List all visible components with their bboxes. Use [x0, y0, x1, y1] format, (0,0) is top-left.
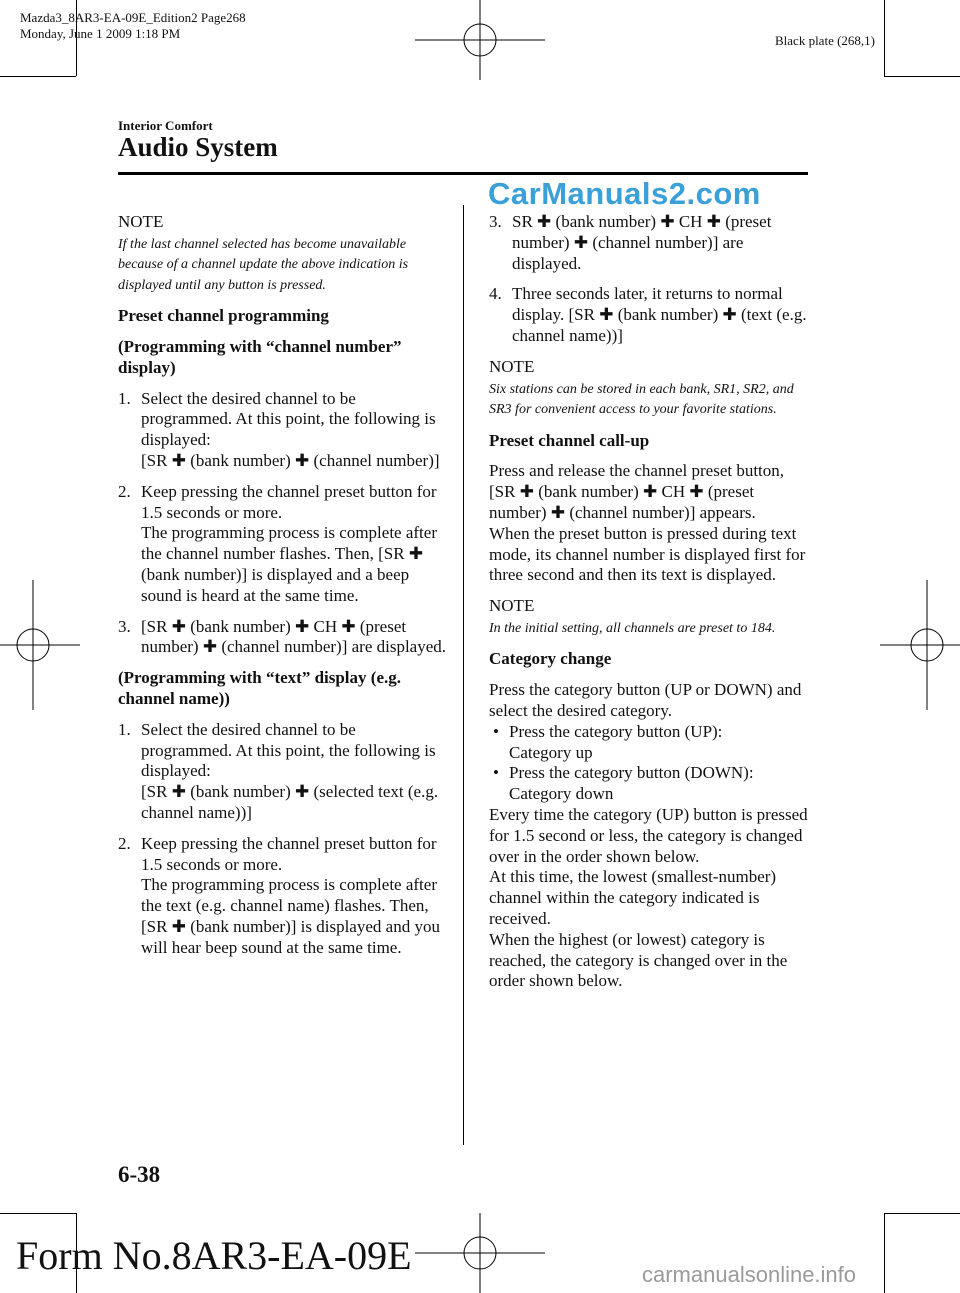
crop-mark	[884, 0, 885, 76]
bullet-item	[489, 722, 809, 764]
list-number: 1.	[118, 719, 131, 739]
list-item	[118, 389, 448, 472]
plate-label: Black plate (268,1)	[775, 33, 875, 48]
registration-mark-icon	[415, 1213, 545, 1293]
list-text: SR ✚ (bank number) ✚ CH ✚ (preset number) ✚ (channel number)] are displayed.	[512, 212, 772, 273]
list-text: Three seconds later, it returns to normal display. [SR ✚ (bank number) ✚ (text (e.g. channel name))]	[512, 284, 807, 345]
sub-heading: (Programming with “channel number” display)	[118, 337, 402, 377]
list-number: 2.	[118, 833, 131, 853]
note-heading: NOTE	[489, 356, 535, 376]
crop-mark	[884, 76, 960, 77]
list-text: [SR ✚ (bank number) ✚ CH ✚ (preset number) ✚ (channel number)] are displayed.	[141, 616, 447, 657]
list-text: Keep pressing the channel preset button for 1.5 seconds or more. The programming process is complete after the text (e.g. channel name) flashes. Then, [SR ✚ (bank number)] is displayed and you will hear beep sound at the same time.	[141, 833, 440, 957]
column-divider	[463, 205, 464, 1145]
title-rule	[118, 172, 808, 175]
bullet-text: Press the category button (DOWN): Category down	[509, 763, 754, 804]
note-text: Six stations can be stored in each bank, SR1, SR2, and SR3 for convenient access to your favorite stations.	[489, 381, 794, 418]
page-number: 6-38	[118, 1162, 161, 1187]
body-text: Press and release the channel preset button, [SR ✚ (bank number) ✚ CH ✚ (preset number) ✚ (channel number)] appears. When the preset button is pressed during text mode, its channel number is displayed first for three second and then its text is displayed.	[489, 461, 806, 585]
page-title: Audio System	[118, 132, 278, 162]
list-number: 3.	[489, 212, 502, 231]
list-number: 2.	[118, 481, 131, 501]
body-text: Every time the category (UP) button is pressed for 1.5 second or less, the category is changed over in the order shown below. At this time, the lowest (smallest-number) channel within the category indicated is received. When the highest (or lowest) category is reached, the category is changed over in the order shown below.	[489, 805, 808, 991]
list-item	[118, 482, 448, 607]
bullet-item	[489, 763, 809, 805]
right-column	[489, 212, 809, 992]
body-text: Press the category button (UP or DOWN) and select the desired category.	[489, 680, 802, 721]
watermark: CarManuals2.com	[488, 176, 761, 211]
crop-mark	[0, 76, 76, 77]
list-item	[118, 617, 448, 659]
site-watermark: carmanualsonline.info	[642, 1262, 857, 1287]
registration-mark-icon	[415, 0, 545, 80]
list-text: Keep pressing the channel preset button for 1.5 seconds or more. The programming process is complete after the channel number flashes. Then, [SR ✚ (bank number)] is displayed and a beep sound is heard at the same time.	[141, 481, 437, 605]
list-item	[118, 834, 448, 959]
bullet-icon: •	[493, 721, 499, 741]
crop-mark	[884, 1213, 960, 1214]
list-item	[489, 212, 809, 274]
crop-mark	[884, 1213, 885, 1293]
left-column	[118, 212, 448, 969]
note-text: In the initial setting, all channels are preset to 184.	[489, 620, 776, 636]
section-heading: Preset channel programming	[118, 306, 329, 326]
print-meta	[20, 10, 246, 42]
list-item	[489, 284, 809, 346]
list-item	[118, 720, 448, 824]
note-heading: NOTE	[489, 596, 535, 616]
section-heading: Preset channel call-up	[489, 430, 650, 450]
print-meta-line: Monday, June 1 2009 1:18 PM	[20, 26, 181, 41]
list-number: 3.	[118, 616, 131, 636]
note-heading: NOTE	[118, 212, 164, 231]
note-text: If the last channel selected has become unavailable because of a channel update the above indication is displayed until any button is pressed.	[118, 236, 409, 293]
section-heading: Category change	[489, 649, 612, 669]
crop-mark	[0, 1213, 76, 1214]
print-meta-line: Mazda3_8AR3-EA-09E_Edition2 Page268	[20, 10, 246, 25]
registration-mark-icon	[880, 580, 960, 710]
list-text: Select the desired channel to be programmed. At this point, the following is displayed: [SR ✚ (bank number) ✚ (selected text (e.g. channel name))]	[141, 719, 439, 823]
registration-mark-icon	[0, 580, 80, 710]
list-number: 1.	[118, 388, 131, 408]
bullet-icon: •	[493, 763, 499, 783]
section-label: Interior Comfort	[118, 118, 213, 133]
sub-heading: (Programming with “text” display (e.g. channel name))	[118, 668, 401, 709]
list-text: Select the desired channel to be programmed. At this point, the following is displayed: [SR ✚ (bank number) ✚ (channel number)]	[141, 388, 440, 471]
bullet-text: Press the category button (UP): Category up	[509, 721, 723, 762]
form-number: Form No.8AR3-EA-09E	[16, 1233, 412, 1278]
list-number: 4.	[489, 284, 502, 304]
